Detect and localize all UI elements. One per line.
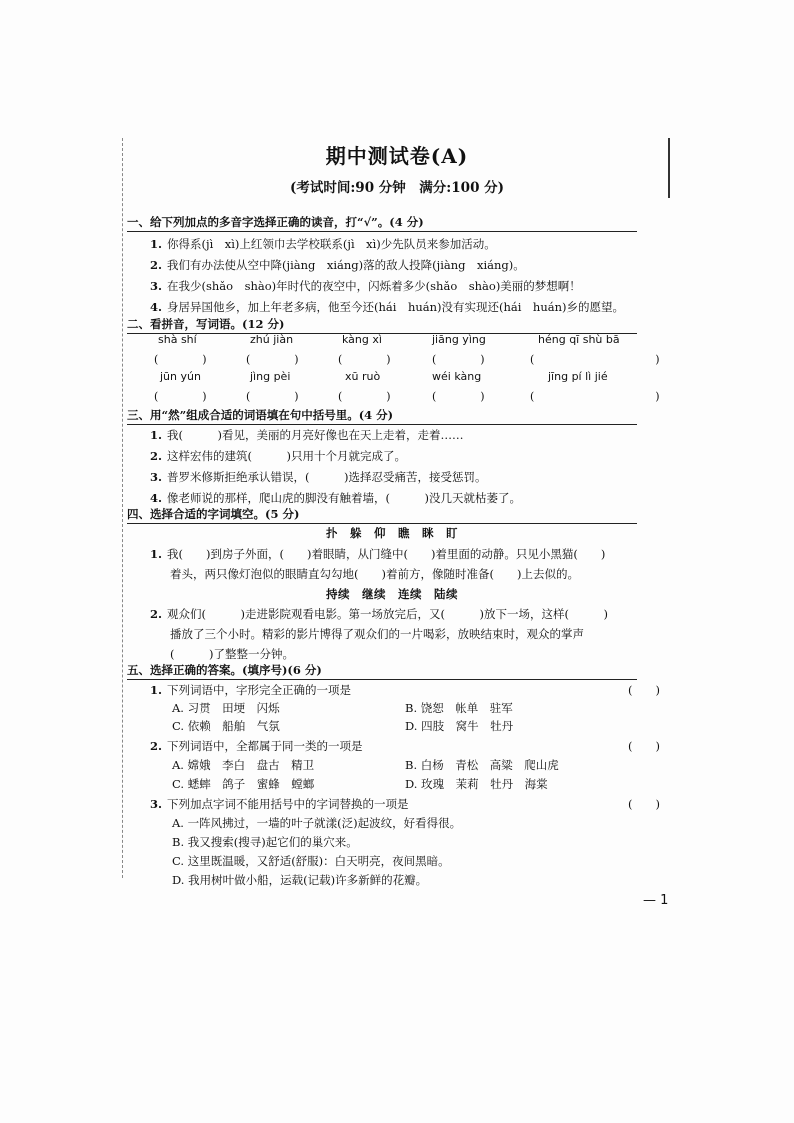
s4-question-1: 1. 我( )到房子外面，( )着眼睛，从门缝中( )着里面的动静。只见小黑猫( ): [150, 547, 606, 561]
answer-box[interactable]: ( ): [338, 390, 391, 403]
pinyin-kang-xi: kàng xì: [342, 333, 382, 346]
s3-question-2: 2. 这样宏伟的建筑( )只用十个月就完成了。: [150, 449, 406, 463]
exam-subtitle: (考试时间:90 分钟 满分:100 分): [289, 180, 505, 196]
answer-box-wide[interactable]: ( ): [530, 390, 660, 403]
s5-q1-option-a: A. 习贯 田埂 闪烁: [172, 701, 280, 715]
page-number: — 1: [643, 893, 669, 908]
s4-question-1-cont: 着头，两只像灯泡似的眼睛直勾勾地( )着前方，像随时准备( )上去似的。: [170, 567, 579, 581]
s5-q3-option-d: D. 我用树叶做小船，运载(记载)许多新鲜的花瓣。: [172, 873, 428, 887]
answer-paren[interactable]: ( ): [628, 797, 660, 811]
section-5-heading: 五、选择正确的答案。(填序号)(6 分): [127, 663, 322, 677]
section-4-rule: [127, 523, 637, 524]
s5-q1-option-d: D. 四肢 窝牛 牡丹: [405, 719, 514, 733]
section-5-rule: [127, 679, 637, 680]
page-title: 期中测试卷(A): [325, 144, 469, 168]
section-2-heading: 二、看拼音，写词语。(12 分): [127, 317, 285, 331]
s5-q3-option-b: B. 我又搜索(搜寻)起它们的巢穴来。: [172, 835, 358, 849]
pinyin-wei-kang: wéi kàng: [432, 370, 482, 383]
pinyin-xu-ruo: xū ruò: [345, 370, 381, 383]
word-bank-1: 扑 躲 仰 瞧 眯 盯: [326, 526, 458, 540]
answer-box[interactable]: ( ): [432, 353, 485, 366]
s5-q2-option-b: B. 白杨 青松 高粱 爬山虎: [405, 758, 559, 772]
section-3-heading: 三、用“然”组成合适的词语填在句中括号里。(4 分): [127, 408, 394, 422]
s4-question-2-cont2: ( )了整整一分钟。: [170, 647, 294, 661]
s5-q3-option-c: C. 这里既温暖，又舒适(舒服)：白天明亮，夜间黑暗。: [172, 854, 450, 868]
s5-question-3-stem: 3. 下列加点字词不能用括号中的字词替换的一项是: [150, 797, 409, 811]
pinyin-jiang-ying: jiāng yìng: [432, 333, 486, 346]
s5-q2-option-a: A. 嫦娥 李白 盘古 精卫: [172, 758, 315, 772]
pinyin-jing-pei: jìng pèi: [250, 370, 291, 383]
section-4-heading: 四、选择合适的字词填空。(5 分): [127, 507, 300, 521]
s1-question-1: 1. 你得系(jì xì)上红领巾去学校联系(jì xì)少先队员来参加活动。: [150, 237, 496, 251]
pinyin-heng-qi-shu-ba: héng qī shù bā: [538, 333, 620, 346]
answer-paren[interactable]: ( ): [628, 683, 660, 697]
s1-question-4: 4. 身居异国他乡，加上年老多病，他至今还(hái huán)没有实现还(hái huán)乡的愿望。: [150, 300, 624, 314]
section-3-rule: [127, 424, 637, 425]
s5-question-1-stem: 1. 下列词语中，字形完全正确的一项是: [150, 683, 352, 697]
binding-margin-line: [122, 138, 124, 878]
answer-paren[interactable]: ( ): [628, 739, 660, 753]
s5-q3-option-a: A. 一阵风拂过，一墙的叶子就漾(泛)起波纹，好看得很。: [172, 816, 462, 830]
answer-box-wide[interactable]: ( ): [530, 353, 660, 366]
answer-box[interactable]: ( ): [154, 390, 207, 403]
s3-question-3: 3. 普罗米修斯拒绝承认错误，( )选择忍受痛苦，接受惩罚。: [150, 470, 487, 484]
pinyin-jun-yun: jūn yún: [160, 370, 201, 383]
s1-question-3: 3. 在我少(shǎo shào)年时代的夜空中，闪烁着多少(shǎo shào)美丽的梦想啊！: [150, 279, 581, 293]
s4-question-2-cont: 播放了三个小时。精彩的影片博得了观众们的一片喝彩，放映结束时，观众的掌声: [170, 627, 584, 641]
s1-question-2: 2. 我们有办法使从空中降(jiàng xiáng)落的敌人投降(jiàng xiáng)。: [150, 258, 525, 272]
answer-box[interactable]: ( ): [246, 390, 299, 403]
s5-q1-option-c: C. 依赖 船舶 气氛: [172, 719, 280, 733]
answer-box[interactable]: ( ): [432, 390, 485, 403]
s3-question-4: 4. 像老师说的那样，爬山虎的脚没有触着墙，( )没几天就枯萎了。: [150, 491, 521, 505]
s5-question-2-stem: 2. 下列词语中，全都属于同一类的一项是: [150, 739, 363, 753]
answer-box[interactable]: ( ): [338, 353, 391, 366]
s5-q2-option-c: C. 蟋蟀 鸽子 蜜蜂 螳螂: [172, 777, 315, 791]
pinyin-jing-pi-li-jie: jīng pí lì jié: [548, 370, 608, 383]
s4-question-2: 2. 观众们( )走进影院观看电影。第一场放完后，又( )放下一场，这样( ): [150, 607, 608, 621]
word-bank-2: 持续 继续 连续 陆续: [326, 587, 458, 601]
s5-q2-option-d: D. 玫瑰 茉莉 牡丹 海棠: [405, 777, 548, 791]
pinyin-sha-shi: shà shí: [158, 333, 197, 346]
s3-question-1: 1. 我( )看见，美丽的月亮好像也在天上走着，走着……: [150, 428, 464, 442]
section-1-rule: [127, 231, 637, 232]
pinyin-zhu-jian: zhú jiàn: [250, 333, 294, 346]
answer-box[interactable]: ( ): [246, 353, 299, 366]
answer-box[interactable]: ( ): [154, 353, 207, 366]
s5-q1-option-b: B. 饶恕 帐单 驻军: [405, 701, 513, 715]
section-1-heading: 一、给下列加点的多音字选择正确的读音，打“√”。(4 分): [127, 215, 424, 229]
